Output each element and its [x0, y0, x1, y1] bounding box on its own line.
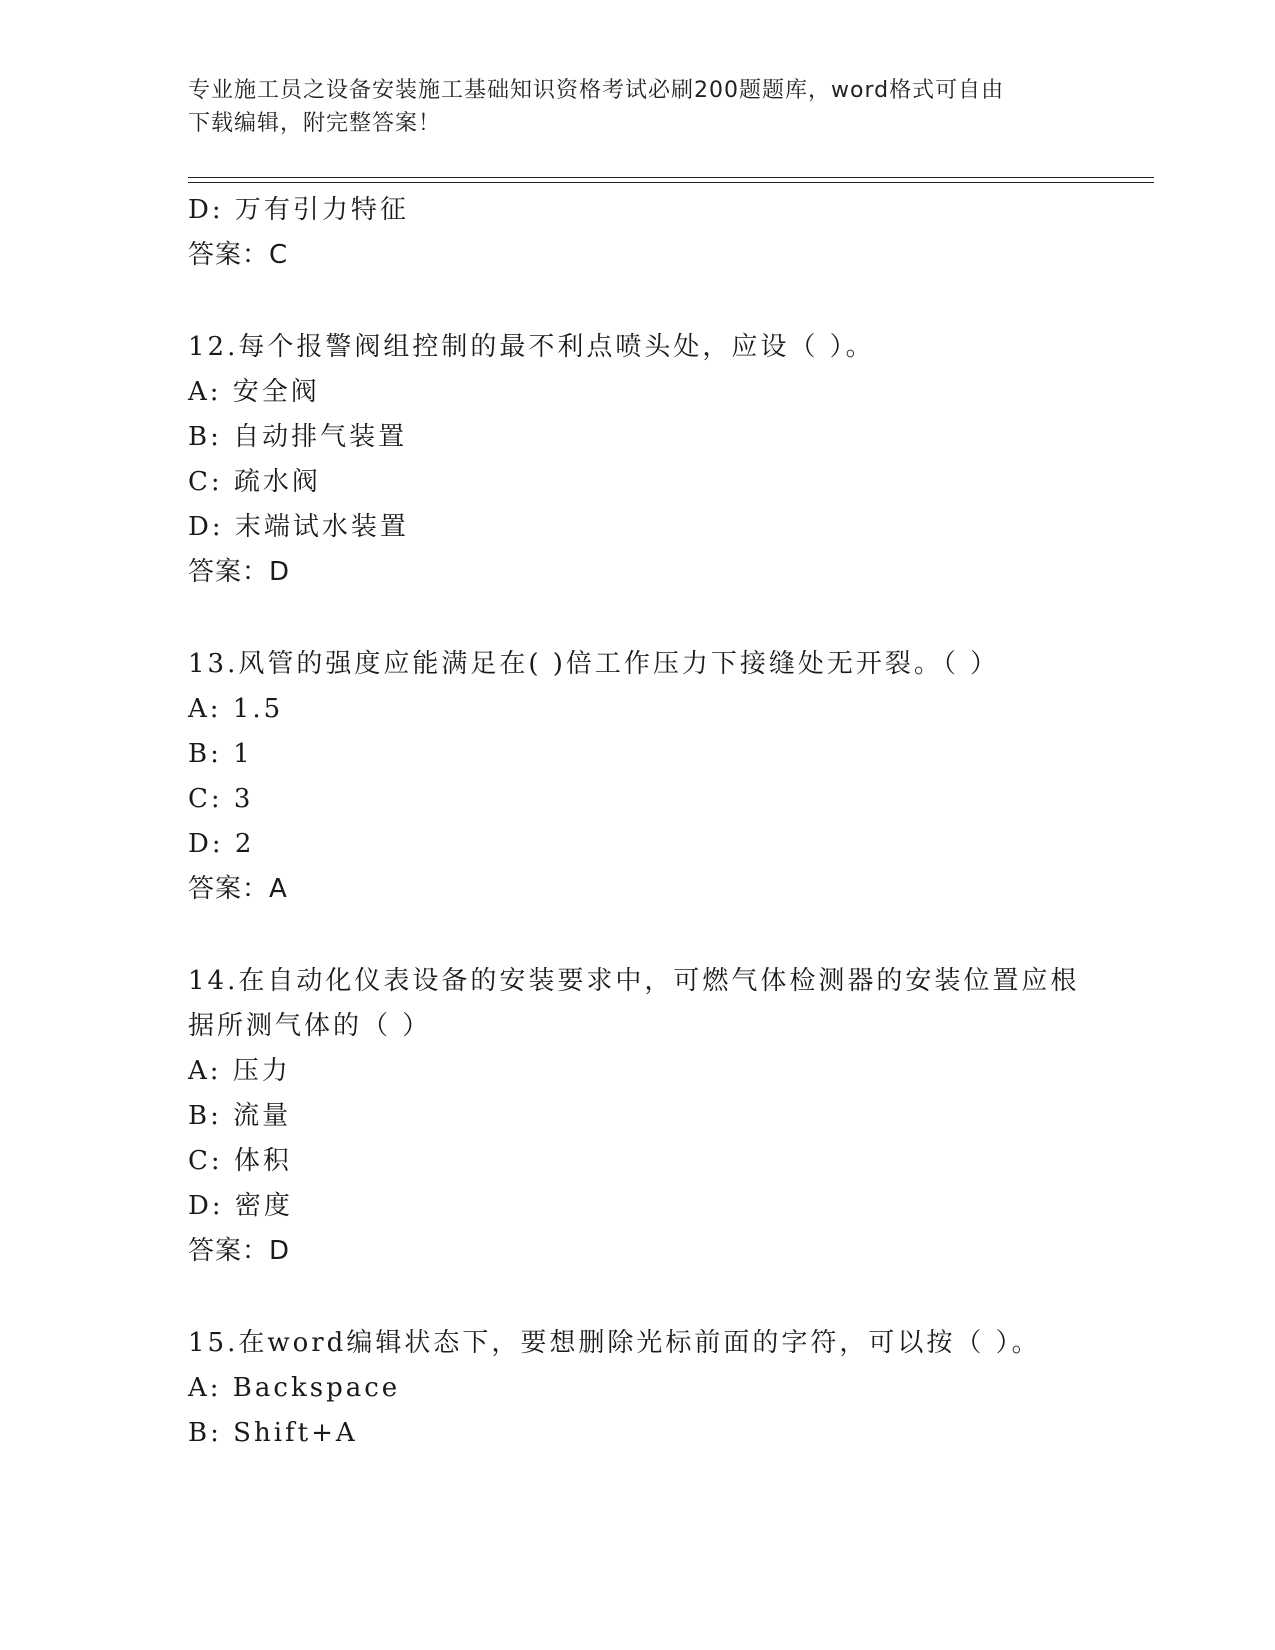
question-14-option-c: C: 体积: [188, 1146, 292, 1176]
document-body: [188, 188, 1148, 1456]
question-12-option-d: D: 末端试水装置: [188, 512, 409, 542]
document-header: [188, 74, 1088, 140]
header-title-line-1: 专业施工员之设备安装施工基础知识资格考试必刷200题题库，word格式可自由: [188, 78, 1005, 103]
header-rule-top: [188, 177, 1154, 178]
question-12-answer: 答案：D: [188, 557, 291, 587]
question-14-stem-line-1: 14.在自动化仪表设备的安装要求中，可燃气体检测器的安装位置应根: [188, 966, 1080, 996]
question-14-stem-line-2: 据所测气体的（ ）: [188, 1011, 432, 1041]
spacer: [188, 912, 1148, 959]
question-14-option-a: A: 压力: [188, 1056, 291, 1086]
question-12-option-b: B: 自动排气装置: [188, 422, 408, 452]
question-14-answer: 答案：D: [188, 1236, 291, 1266]
question-15-option-b: B: Shift+A: [188, 1418, 358, 1448]
question-13-option-c: C: 3: [188, 784, 254, 814]
question-13-option-b: B: 1: [188, 739, 253, 769]
spacer: [188, 595, 1148, 642]
answer-q11: 答案：C: [188, 240, 289, 270]
question-15-stem: 15.在word编辑状态下，要想删除光标前面的字符，可以按（ ）。: [188, 1328, 1041, 1358]
header-title-line-2: 下载编辑，附完整答案！: [188, 111, 442, 136]
question-14-option-d: D: 密度: [188, 1191, 293, 1221]
question-15-option-a: A: Backspace: [188, 1373, 401, 1403]
question-12-stem: 12.每个报警阀组控制的最不利点喷头处，应设（ ）。: [188, 332, 875, 362]
question-14-option-b: B: 流量: [188, 1101, 292, 1131]
spacer: [188, 1274, 1148, 1321]
question-12-option-c: C: 疏水阀: [188, 467, 321, 497]
question-13-option-d: D: 2: [188, 829, 255, 859]
header-rule-bottom: [188, 182, 1154, 183]
question-12-option-a: A: 安全阀: [188, 377, 320, 407]
question-13-option-a: A: 1.5: [188, 694, 284, 724]
option-d-q11: D: 万有引力特征: [188, 195, 409, 225]
spacer: [188, 278, 1148, 325]
question-13-stem: 13.风管的强度应能满足在( )倍工作压力下接缝处无开裂。（ ）: [188, 649, 1000, 679]
question-13-answer: 答案：A: [188, 874, 288, 904]
